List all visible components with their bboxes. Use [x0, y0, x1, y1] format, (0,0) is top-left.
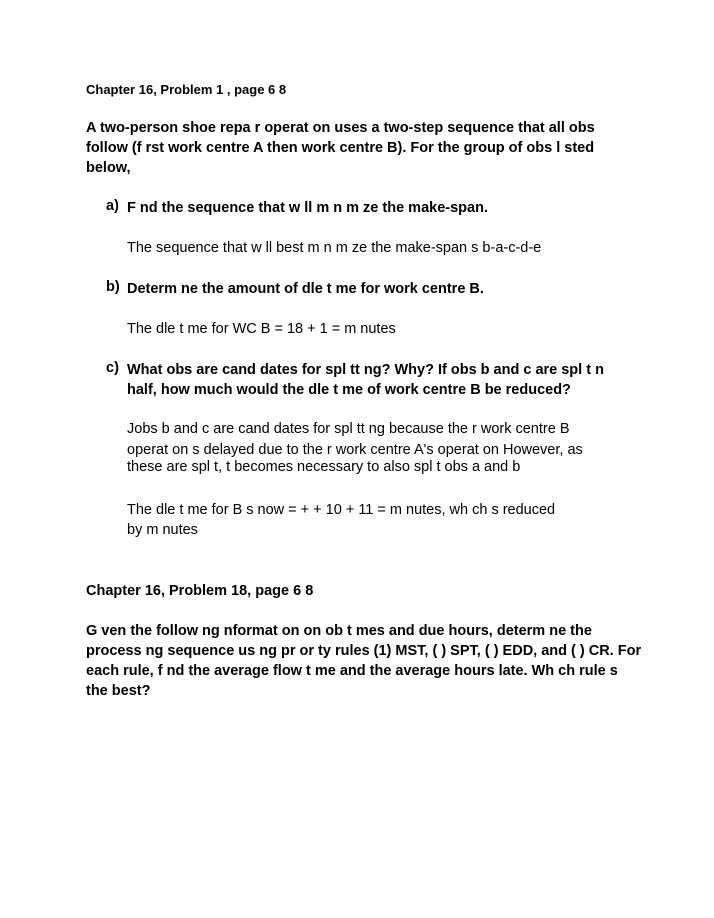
answer-line: these are spl t, t becomes necessary to also spl t obs a and b	[127, 459, 521, 475]
answer-line: Jobs b and c are cand dates for spl tt ng because the r work centre B	[127, 421, 570, 437]
part-a-label: a)	[106, 198, 119, 214]
problem2-heading: Chapter 16, Problem 18, page 6 8	[86, 583, 314, 599]
answer-line: by m nutes	[127, 522, 198, 538]
intro-line: below,	[86, 160, 131, 176]
part-a-question: F nd the sequence that w ll m n m ze the make-span.	[127, 200, 488, 216]
intro-line: G ven the follow ng nformat on on ob t mes and due hours, determ ne the	[86, 623, 592, 639]
part-c-answer-2	[127, 500, 555, 540]
intro-line: process ng sequence us ng pr or ty rules (1) MST, ( ) SPT, ( ) EDD, and ( ) CR. For	[86, 643, 642, 659]
part-c-answer-1	[127, 419, 583, 476]
question-line: What obs are cand dates for spl tt ng? Why? If obs b and c are spl t n	[127, 362, 604, 378]
part-b-question: Determ ne the amount of dle t me for work centre B.	[127, 281, 484, 297]
intro-line: each rule, f nd the average flow t me and the average hours late. Wh ch rule s	[86, 663, 618, 679]
question-line: half, how much would the dle t me of work centre B be reduced?	[127, 382, 571, 398]
part-c-question	[127, 360, 604, 400]
intro-line: A two-person shoe repa r operat on uses a two-step sequence that all obs	[86, 120, 595, 136]
answer-line: operat on s delayed due to the r work centre A's operat on However, as	[127, 442, 583, 458]
part-b-answer: The dle t me for WC B = 18 + 1 = m nutes	[127, 321, 396, 337]
problem1-heading: Chapter 16, Problem 1 , page 6 8	[86, 82, 287, 97]
part-b-label: b)	[106, 279, 120, 295]
intro-line: follow (f rst work centre A then work centre B). For the group of obs l sted	[86, 140, 595, 156]
intro-line: the best?	[86, 683, 151, 699]
problem2-intro	[86, 621, 641, 701]
answer-line: The dle t me for B s now = + + 10 + 11 = m nutes, wh ch s reduced	[127, 502, 556, 518]
problem1-intro	[86, 118, 595, 178]
part-a-answer: The sequence that w ll best m n m ze the make-span s b-a-c-d-e	[127, 240, 542, 256]
part-c-label: c)	[106, 360, 119, 376]
